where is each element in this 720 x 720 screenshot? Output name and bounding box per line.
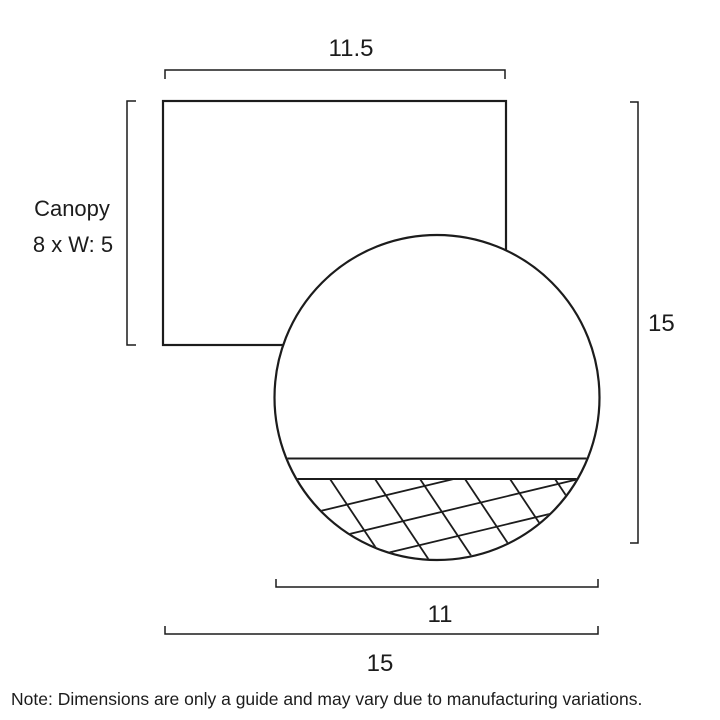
canopy-label: Canopy (34, 196, 110, 221)
sphere-diameter-dimension-bracket (276, 579, 598, 587)
overall-width-dimension-value: 15 (366, 650, 394, 677)
hatch-line (549, 470, 619, 575)
overall-height-dimension-value: 15 (648, 310, 675, 337)
sphere-diameter-dimension-value: 11 (427, 601, 453, 628)
canopy-size-label: 8 x W: 5 (32, 232, 114, 257)
sphere-outline (275, 235, 600, 560)
top-width-dimension-bracket (165, 70, 505, 79)
note-text: Note: Dimensions are only a guide and may vary due to manufacturing variations. (11, 689, 643, 709)
overall-height-dimension-bracket (630, 102, 638, 543)
overall-width-dimension-bracket (165, 626, 598, 634)
top-width-dimension-value: 11.5 (328, 35, 374, 62)
canopy-height-dimension-bracket (127, 101, 136, 345)
